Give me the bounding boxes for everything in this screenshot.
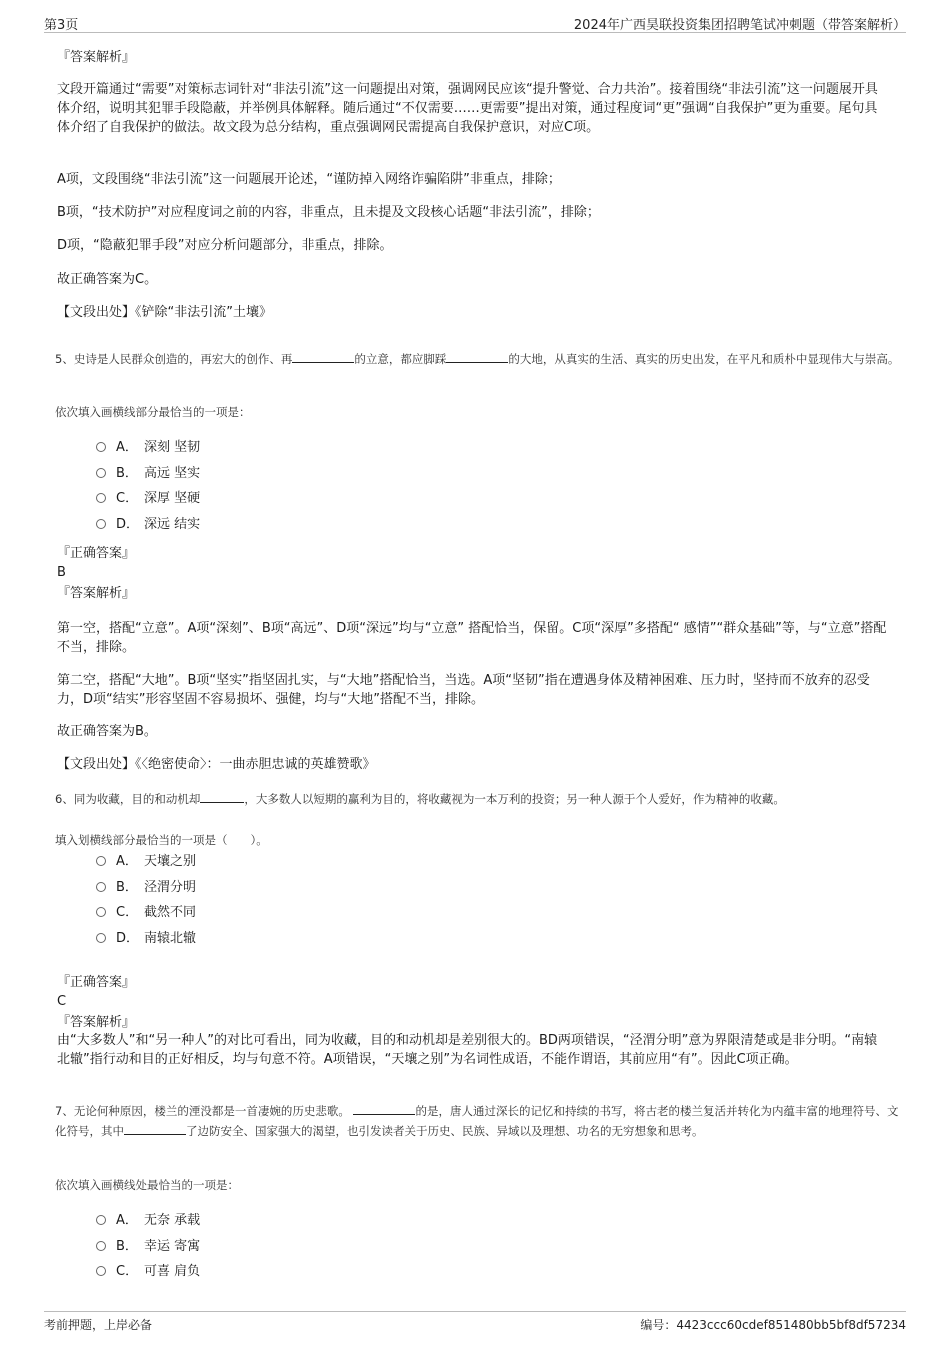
page-header xyxy=(44,12,906,33)
q6-option-b[interactable]: B． 泾渭分明 xyxy=(96,878,196,898)
q6-answer: C xyxy=(57,994,67,1009)
q6-option-d[interactable]: D． 南辕北辙 xyxy=(96,929,196,949)
radio-icon[interactable] xyxy=(96,1241,106,1251)
radio-icon[interactable] xyxy=(96,1266,106,1276)
q4-analysis-option-b: B项，“技术防护”对应程度词之前的内容，非重点，且未提及文段核心话题“非法引流”，排除； xyxy=(57,205,600,220)
q5-source: 【文段出处】《〈绝密使命〉：一曲赤胆忠诚的英雄赞歌》 xyxy=(57,757,376,772)
q5-analysis-label: 『答案解析』 xyxy=(57,586,136,601)
q4-analysis-label: 『答案解析』 xyxy=(57,50,136,65)
q4-analysis-option-a: A项，文段围绕“非法引流”这一问题展开论述，“谨防掉入网络诈骗陷阱”非重点，排除； xyxy=(57,172,561,187)
document-title: 2024年广西昊联投资集团招聘笔试冲刺题（带答案解析） xyxy=(573,18,906,33)
q7-blank-1 xyxy=(353,1103,415,1115)
radio-icon[interactable] xyxy=(96,1215,106,1225)
q6-analysis-label: 『答案解析』 xyxy=(57,1015,136,1030)
q4-analysis-paragraph: 文段开篇通过“需要”对策标志词针对“非法引流”这一问题提出对策，强调网民应该“提升警觉、合力共治”。接着围绕“非法引流”这一问题展开具体介绍，说明其犯罪手段隐蔽，并举例具体解释。随后通过“不仅需要……更需要”提出对策，通过程度词“更”强调“自我保护”更为重要。尾句具体介绍了自我保护的做法。故文段为总分结构，重点强调网民需提高自我保护意识，对应C项。 xyxy=(57,82,878,135)
q5-blank-1 xyxy=(292,351,354,363)
q6-prompt: 填入划横线部分最恰当的一项是（ ）。 xyxy=(55,833,268,847)
radio-icon[interactable] xyxy=(96,907,106,917)
q5-option-a[interactable]: A． 深刻 坚韧 xyxy=(96,438,200,458)
q6-answer-label: 『正确答案』 xyxy=(57,975,136,990)
q4-conclusion: 故正确答案为C。 xyxy=(57,272,158,287)
q6-option-c[interactable]: C． 截然不同 xyxy=(96,903,196,923)
q6-stem: 6、同为收藏，目的和动机却 ，大多数人以短期的赢利为目的，将收藏视为一本万利的投资；另一种人源于个人爱好，作为精神的收藏。 xyxy=(55,792,785,806)
q7-prompt: 依次填入画横线处最恰当的一项是： xyxy=(55,1178,239,1192)
q5-stem: 5、史诗是人民群众创造的，再宏大的创作、再 的立意，都应脚踩 的大地，从真实的生活、真实的历史出发，在平凡和质朴中显现伟大与崇高。 xyxy=(55,352,900,366)
radio-icon[interactable] xyxy=(96,882,106,892)
radio-icon[interactable] xyxy=(96,493,106,503)
page-number: 第3页 xyxy=(44,18,79,33)
q5-option-d[interactable]: D． 深远 结实 xyxy=(96,515,200,535)
q5-answer: B xyxy=(57,565,66,580)
q5-analysis-paragraph-1: 第一空，搭配“立意”。A项“深刻”、B项“高远”、D项“深远”均与“立意” 搭配恰当，保留。C项“深厚”多搭配“ 感情”“群众基础”等，与“立意”搭配不当，排除。 xyxy=(57,621,887,655)
radio-icon[interactable] xyxy=(96,519,106,529)
q4-source: 【文段出处】《铲除“非法引流”土壤》 xyxy=(57,305,272,320)
q5-prompt: 依次填入画横线部分最恰当的一项是： xyxy=(55,405,251,419)
q6-blank xyxy=(200,791,244,803)
q7-option-b[interactable]: B． 幸运 寄寓 xyxy=(96,1237,200,1257)
q5-answer-label: 『正确答案』 xyxy=(57,546,136,561)
q7-stem: 7、无论何种原因，楼兰的湮没都是一首凄婉的历史悲歌。 的是，唐人通过深长的记忆和持续的书写，将古老的楼兰复活并转化为内蕴丰富的地理符号、文化符号，其中 了边防安全、国家强大的渴望，也引发读者关于历史、民族、异域以及理想、功名的无穷想象和思考。 xyxy=(55,1104,899,1138)
q4-analysis-option-d: D项，“隐蔽犯罪手段”对应分析问题部分，非重点，排除。 xyxy=(57,238,393,253)
document-id: 编号：4423ccc60cdef851480bb5bf8df57234 xyxy=(640,1318,906,1332)
q6-analysis-paragraph: 由“大多数人”和“另一种人”的对比可看出，同为收藏，目的和动机却是差别很大的。BD两项错误，“泾渭分明”意为界限清楚或是非分明。“南辕北辙”指行动和目的正好相反，均与句意不符。A项错误，“天壤之别”为名词性成语，不能作谓语，其前应用“有”。因此C项正确。 xyxy=(57,1033,878,1067)
radio-icon[interactable] xyxy=(96,442,106,452)
q5-option-b[interactable]: B． 高远 坚实 xyxy=(96,464,200,484)
q5-option-c[interactable]: C． 深厚 坚硬 xyxy=(96,489,200,509)
q7-blank-2 xyxy=(124,1123,186,1135)
radio-icon[interactable] xyxy=(96,933,106,943)
q7-option-c[interactable]: C． 可喜 肩负 xyxy=(96,1262,200,1282)
q7-option-a[interactable]: A． 无奈 承载 xyxy=(96,1211,200,1231)
radio-icon[interactable] xyxy=(96,468,106,478)
page-footer xyxy=(44,1311,906,1334)
q5-blank-2 xyxy=(446,351,508,363)
radio-icon[interactable] xyxy=(96,856,106,866)
footer-slogan: 考前押题，上岸必备 xyxy=(44,1318,153,1332)
q5-conclusion: 故正确答案为B。 xyxy=(57,724,157,739)
q5-analysis-paragraph-2: 第二空，搭配“大地”。B项“坚实”指坚固扎实，与“大地”搭配恰当，当选。A项“坚韧”指在遭遇身体及精神困难、压力时，坚持而不放弃的忍受力，D项“结实”形容坚固不容易损坏、强健，均与“大地”搭配不当，排除。 xyxy=(57,673,870,707)
q6-option-a[interactable]: A． 天壤之别 xyxy=(96,852,196,872)
